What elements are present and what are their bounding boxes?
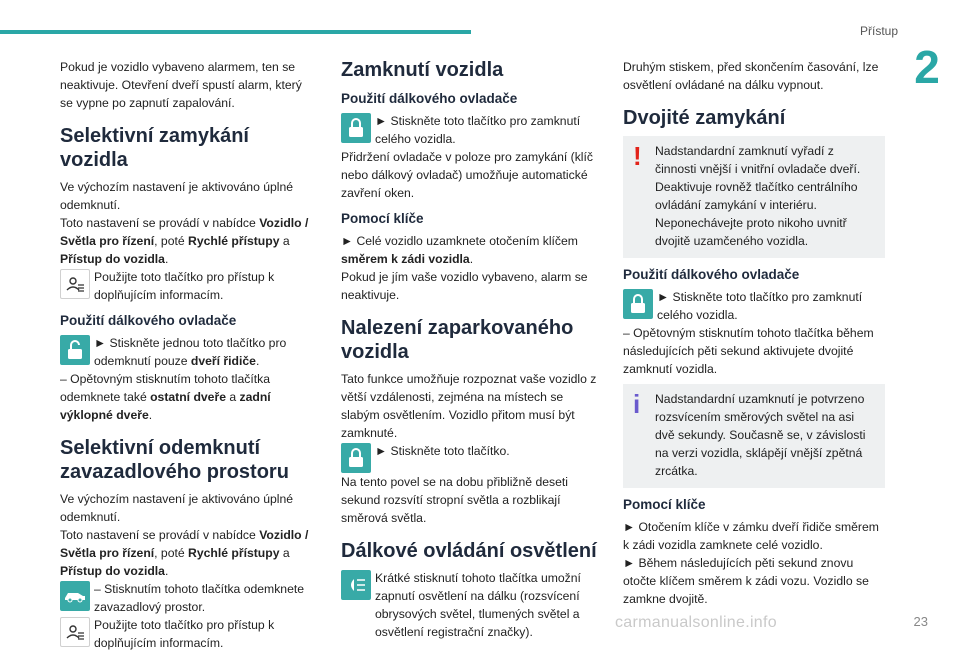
icon-row — [341, 569, 601, 641]
chapter-number: 2 — [914, 41, 940, 93]
icon-row — [60, 268, 317, 304]
heading: Nalezení zaparkovaného vozidla — [341, 317, 574, 363]
paragraph: Pokud je vozidlo vybaveno alarmem, ten se neaktivuje. Otevření dveří spustí alarm, který se vypne po zapnutí zapalování. — [60, 60, 302, 110]
subheading: Použití dálkového ovladače — [623, 267, 800, 282]
info-icon: i — [633, 389, 641, 419]
paragraph: ► Celé vozidlo uzamknete otočením klíčem směrem k zádi vozidla. — [341, 234, 578, 266]
paragraph: Krátké stisknutí tohoto tlačítka umožní zapnutí osvětlení na dálku (rozsvícení obrysových světel, tlumených světel a osvětlení registrační značky). — [375, 571, 581, 639]
icon-row — [341, 112, 601, 148]
paragraph: Pokud je jím vaše vozidlo vybaveno, alarm se neaktivuje. — [341, 270, 588, 302]
paragraph: Ve výchozím nastavení je aktivováno úplné odemknutí. — [60, 180, 294, 212]
paragraph: ► Stiskněte toto tlačítko. — [375, 444, 510, 458]
paragraph: – Opětovným stisknutím tohoto tlačítka během následujících pěti sekund aktivujete dvojité zamknutí vozidla. — [623, 326, 874, 376]
paragraph: Nadstandardní zamknutí vyřadí z činnosti vnější i vnitřní ovladače dveří. Deaktivuje rovněž tlačítko centrálního ovládání zamykání v interiéru. Neponechávejte proto nikoho uvnitř dvojitě uzamčeného vozidla. — [655, 144, 861, 248]
car-trunk-icon — [60, 581, 90, 611]
paragraph: Nadstandardní uzamknutí je potvrzeno rozsvícením směrových světel na asi dvě sekundy. Současně se, v závislosti na verzi vozidla, sklápějí vnější zpětná zrcátka. — [655, 392, 866, 478]
icon-row — [60, 580, 317, 616]
subheading: Pomocí klíče — [623, 497, 706, 512]
subheading: Použití dálkového ovladače — [341, 91, 518, 106]
column-3 — [623, 58, 885, 608]
heading: Dvojité zamykání — [623, 107, 786, 129]
paragraph: ► Během následujících pěti sekund znovu otočte klíčem směrem k zádi vozu. Vozidlo se zamkne dvojitě. — [623, 556, 869, 606]
paragraph: Toto nastavení se provádí v nabídce Vozidlo / Světla pro řízení, poté Rychlé přístupy a Přístup do vozidla. — [60, 216, 309, 266]
headlight-icon — [341, 570, 371, 600]
info-note — [623, 384, 885, 488]
help-icon — [60, 269, 90, 299]
lock-icon — [623, 289, 653, 319]
paragraph: ► Stiskněte toto tlačítko pro zamknutí celého vozidla. — [657, 290, 863, 322]
column-2 — [341, 58, 601, 641]
heading: Dálkové ovládání osvětlení — [341, 540, 597, 562]
warning-icon: ! — [633, 141, 642, 171]
subheading: Pomocí klíče — [341, 211, 424, 226]
paragraph: Ve výchozím nastavení je aktivováno úplné odemknutí. — [60, 492, 294, 524]
lock-icon — [341, 443, 371, 473]
heading: Selektivní zamykání vozidla — [60, 125, 249, 171]
paragraph: Tato funkce umožňuje rozpoznat vaše vozidlo z větší vzdálenosti, zejména na místech se slabým osvětlením. Vozidlo přitom musí být zamknuté. — [341, 372, 597, 440]
paragraph: Druhým stiskem, před skončením časování, lze osvětlení ovládané na dálku vypnout. — [623, 60, 879, 92]
section-title: Přístup — [859, 24, 898, 38]
paragraph: ► Stiskněte jednou toto tlačítko pro odemknutí pouze dveří řidiče. — [94, 336, 287, 368]
page-number: 23 — [913, 614, 928, 629]
subheading: Použití dálkového ovladače — [60, 313, 237, 328]
watermark: carmanualsonline.info — [615, 614, 777, 631]
heading: Selektivní odemknutí zavazadlového prostoru — [60, 437, 289, 483]
paragraph: ► Stiskněte toto tlačítko pro zamknutí celého vozidla. — [375, 114, 581, 146]
paragraph: – Opětovným stisknutím tohoto tlačítka odemknete také ostatní dveře a zadní výklopné dveře. — [60, 372, 271, 422]
icon-row — [60, 334, 317, 370]
icon-row — [341, 442, 601, 473]
lock-icon — [341, 113, 371, 143]
paragraph: Toto nastavení se provádí v nabídce Vozidlo / Světla pro řízení, poté Rychlé přístupy a Přístup do vozidla. — [60, 528, 309, 578]
icon-row — [60, 616, 317, 652]
icon-row — [623, 288, 885, 324]
column-1 — [60, 58, 317, 652]
paragraph: – Stisknutím tohoto tlačítka odemknete zavazadlový prostor. — [94, 582, 305, 614]
paragraph: ► Otočením klíče v zámku dveří řidiče směrem k zádi vozidla zamknete celé vozidlo. — [623, 520, 879, 552]
paragraph: Na tento povel se na dobu přibližně deseti sekund rozsvítí stropní světla a rozblikají směrová světla. — [341, 475, 568, 525]
paragraph: Použijte toto tlačítko pro přístup k doplňujícím informacím. — [94, 270, 275, 302]
unlock-icon — [60, 335, 90, 365]
warning-note — [623, 136, 885, 258]
help-icon — [60, 617, 90, 647]
paragraph: Přidržení ovladače v poloze pro zamykání (klíč nebo dálkový ovladač) umožňuje automatické zavření oken. — [341, 150, 593, 200]
heading: Zamknutí vozidla — [341, 59, 504, 81]
paragraph: Použijte toto tlačítko pro přístup k doplňujícím informacím. — [94, 618, 275, 650]
header-accent-bar — [0, 30, 471, 34]
